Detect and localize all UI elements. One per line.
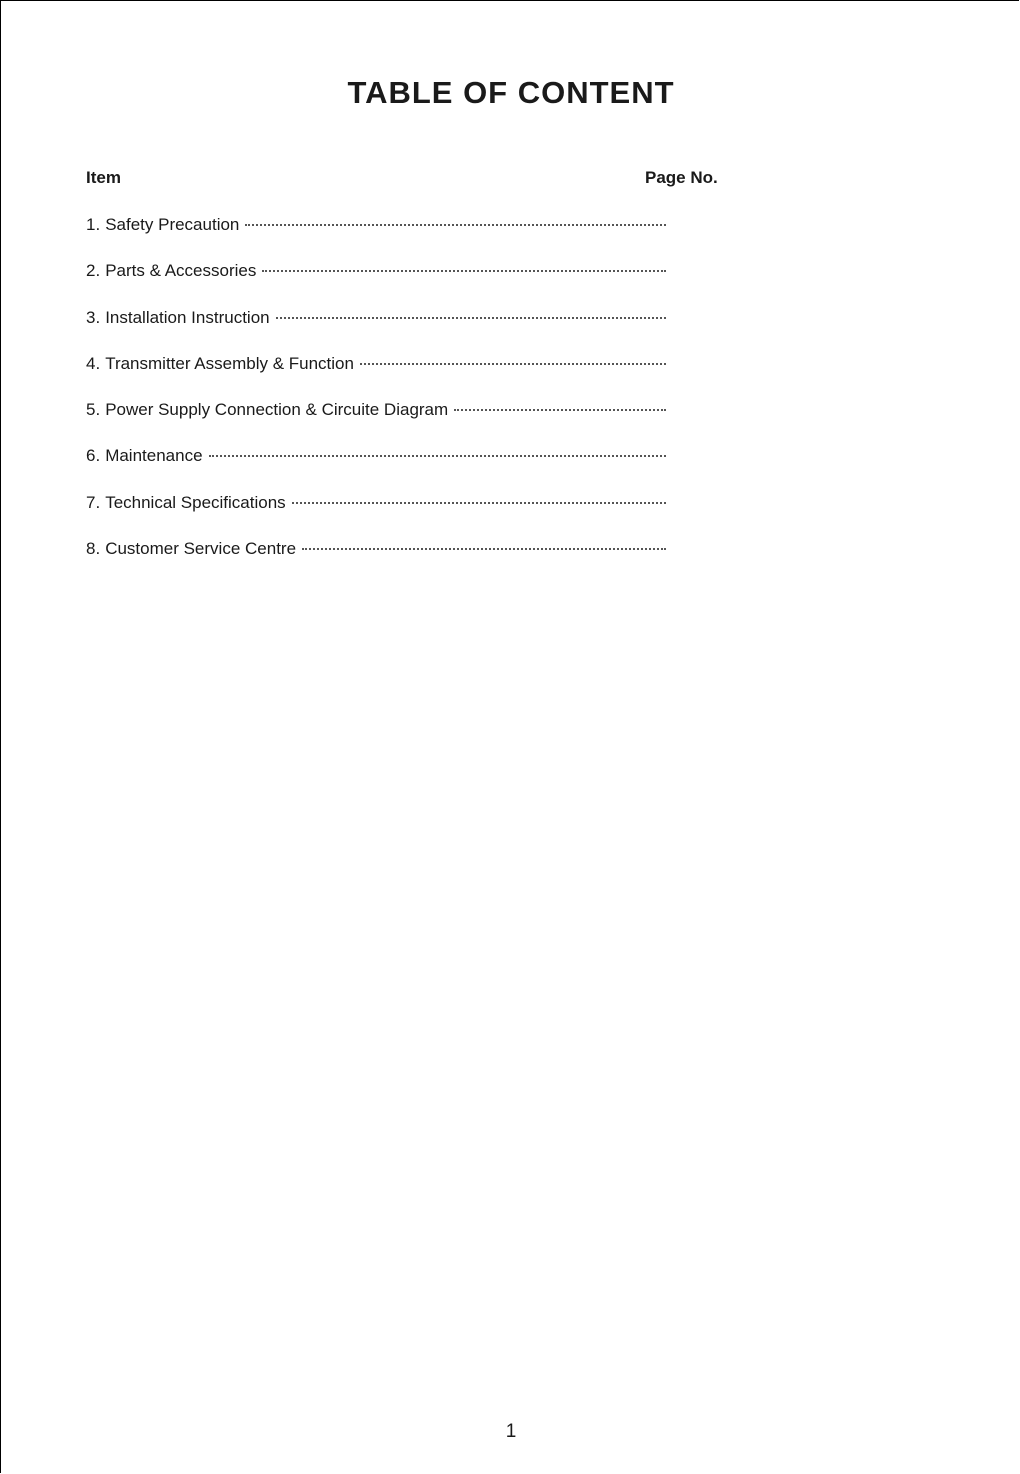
table-of-contents-list <box>86 215 666 585</box>
page-number: 1 <box>505 1421 517 1442</box>
dot-leader <box>360 363 666 365</box>
toc-entry <box>86 446 666 492</box>
toc-entry-number: 7. <box>86 492 101 512</box>
toc-entry-number: 8. <box>86 539 101 559</box>
dot-leader <box>276 317 666 319</box>
page-number-column-header: Page No. <box>645 168 718 187</box>
toc-entry-label: Customer Service Centre <box>105 539 297 559</box>
toc-entry <box>86 261 666 307</box>
dot-leader <box>262 270 666 272</box>
toc-entry-label: Installation Instruction <box>105 307 270 327</box>
toc-entry <box>86 215 666 261</box>
toc-entry-label: Technical Specifications <box>105 492 286 512</box>
dot-leader <box>302 548 666 550</box>
dot-leader <box>292 502 666 504</box>
toc-entry-label: Transmitter Assembly & Function <box>105 353 354 373</box>
toc-entry-label: Power Supply Connection & Circuite Diagram <box>105 400 449 420</box>
toc-entry-number: 5. <box>86 400 101 420</box>
page-title: TABLE OF CONTENT <box>347 75 675 110</box>
toc-entry-number: 6. <box>86 446 101 466</box>
toc-entry <box>86 539 666 585</box>
toc-entry <box>86 400 666 446</box>
dot-leader <box>454 409 666 411</box>
toc-entry-number: 1. <box>86 215 101 234</box>
toc-entry-label: Parts & Accessories <box>105 261 257 281</box>
toc-entry-number: 4. <box>86 353 101 373</box>
item-column-header: Item <box>86 168 121 187</box>
toc-entry-label: Maintenance <box>105 446 203 466</box>
toc-entry-number: 2. <box>86 261 101 281</box>
toc-entry <box>86 308 666 354</box>
dot-leader <box>245 224 666 226</box>
toc-entry-label: Safety Precaution <box>105 215 240 234</box>
dot-leader <box>209 455 666 457</box>
toc-entry-number: 3. <box>86 307 101 327</box>
toc-entry <box>86 354 666 400</box>
toc-entry <box>86 493 666 539</box>
